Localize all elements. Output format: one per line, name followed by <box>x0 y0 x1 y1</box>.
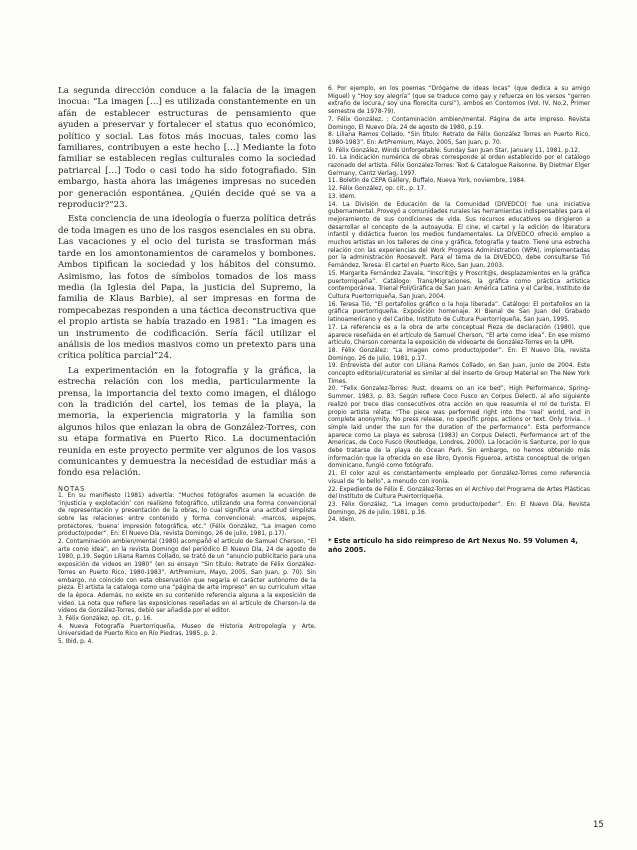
note-item: 23. Félix González, “La imagen como producto/poder”. En: El Nuevo Día, Revista Domingo, 26 de julio, 1981, p.16. <box>328 501 590 516</box>
note-item: 13. Idem. <box>328 193 356 200</box>
note-item: 7. Félix González, : Contaminación ambien/mental. Página de arte impreso. Revista Domingo, El Nuevo Día, 24 de agosto de 1980, p.19. <box>328 116 590 131</box>
note-item: 1. En su manifiesto (1981) advertía: “Muchos fotógrafos asumen la ecuación de ‘injusticia y explotación’ con realismo fotográfico, utilizando una forma convencional de representación y presentación de la obras, lo cual significa una actitud simplista sobre las relaciones entre contenido y forma convencional: -marcos, espejos, protectores, ‘buena’ impresión fotográfica, etc.” (Félix González, “La imagen como producto/poder”. En: El Nuevo Día, revista Domingo, 26 de julio, 1981, p.17). <box>58 492 316 538</box>
note-item: 19. Entrevista del autor con Liliana Ramos Collado, en San Juan, junio de 2004. Este concepto editorial/curatorial es similar al del inserto de Group Material en The New York Times. <box>328 363 590 385</box>
page-number: 15 <box>593 820 604 830</box>
note-item: 11. Boletín de CEPA Gallery, Buffalo, Nueva York, noviembre, 1984. <box>328 178 526 185</box>
note-item: 22. Expediente de Félix E. González-Torres en el Archivo del Programa de Artes Plásticas del Instituto de Cultura Puertorriqueña. <box>328 486 590 501</box>
left-column <box>58 86 316 647</box>
note-item: 20. “Felix Gonzalez-Torres: Rust, dreams on an ice bed”, High Performance, Spring-Summer, 1983, p. 83. Según refiere Coco Fusco en Corpus Delecti, al año siguiente realizó por trece días consecutivos otra acción en que reasumía el rol de turista. El propio artista relata: “The piece was performed right into the ‘real’ world, and in complete anonymity. No press release, no specific props, actions or text. Only trivia… I simple laid under the sun for the duration of the performance”. Esta performance aparece como La playa es sabrosa (1983) en Corpus Delecti, Performance art of the Americas, de Coco Fusco (Routledge, Londres, 2000). La locación is Santurce, por lo que debe tratarse de la playa de Ocean Park. Sin embargo, no hemos obtenido más información que la ofrecida en ese libro, Dyonis Figueroa, artista conceptual de origen dominicano, fungió como fotógrafo. <box>328 386 590 470</box>
note-item: 4. Nueva Fotografía Puertorriqueña, Museo de Historia Antropología y Arte, Universidad de Puerto Rico en Río Piedras, 1985, p. 2. <box>58 623 316 638</box>
note-item: 21. El color azul es constantemente empleado por González-Torres como referencia visual de “lo bello”, a menudo con ironía. <box>328 471 590 485</box>
note-item: 9. Félix González, Winds Unforgetable. Sunday San Juan Star, January 11, 1981, p.12. <box>328 147 580 154</box>
article-paragraph: La experimentación en la fotografía y la gráfica, la estrecha relación con los media, particularmente la prensa, la importancia del texto como imagen, el diálogo con la tradición del cartel, los temas de la playa, la memoria, la experiencia migratoria y la familia son algunos hilos que enlazan la obra de González-Torres, con su etapa formativa en Puerto Rico. La documentación reunida en este proyecto permite ver algunos de los vasos comunicantes y demuestra la necesidad de estudiar más a fondo esa relación. <box>58 365 316 479</box>
notes-list-left <box>58 493 316 647</box>
notes-list-right <box>328 86 590 525</box>
article-body <box>58 86 316 480</box>
note-item: 6. Por ejemplo, en los poemas “Drógame de ideas locas” (que dedica a su amigo Miguel) y “Hoy soy alegría” (que se traduce como gay y refuerza en los versos “gerren extraño de locura,/ soy una florecita cursi”), ambos en Contornos (Vol. IV, No.2, Primer semestre de 1978-79). <box>328 86 590 116</box>
note-item: 8. Liliana Ramos Collado, “Sin título: Retrato de Félix González Torres en Puerto Rico, 1980-1983”. En: ArtPremium, Mayo, 2005, San Juan, p. 70. <box>328 132 590 146</box>
note-item: 14. La División de Educación de la Comunidad (DIVEDCO) fue una iniciativa gubernamental. Proveyó a comunidades rurales las herramientas indispensables para el mejoramiento de sus condiciones de vida. Sus recursos educativos se dirigieron a desarrollar el concepto de la autoayuda. El cine, el cartel y la edición de literatura infantil y didáctica fueron los medios fundamentales. La DIVEDCO ofreció empleo a muchos artistas en los talleres de cine y gráfica, fotografía y teatro. Tiene una estrecha relación con las experiencias del Work Progress Administration (WPA), implementadas por la administración Roosevelt. Para el tema de la DIVEDCO, debe consultarse Tió Fernández, Teresa: El cartel en Puerto Rico, San Juan, 2003. <box>328 201 590 270</box>
reprint-note: * Este artículo ha sido reimpreso de Art Nexus No. 59 Volumen 4, año 2005. <box>328 537 579 555</box>
article-paragraph: La segunda dirección conduce a la falacia de la imagen inocua: “La imagen […] es utilizada constantemente en un afán de establecer estructuras de pensamiento que ayuden a preservar y fortalecer el status quo económico, político y social. Las fotos más inocuas, tales como las familiares, contribuyen a este hecho […] Mediante la foto familiar se establecen reglas culturales como la sociedad patriarcal […] Todo o casi todo ha sido fotografiado. Sin embargo, hasta ahora las imágenes impresas no suceden por generación espontánea. ¿Quién decide qué se va a reproducir?”23. <box>58 86 316 211</box>
note-item: 2. Contaminación ambien/mental (1980) acompañó el artículo de Samuel Cherson, “El arte como idea”, en la revista Domingo del periódico El Nuevo Día, 24 de agosto de 1980, p.19. Según Liliana Ramos Collado, se trató de un “anuncio publicitario para una exposición de videos en 1980” (en su ensayo “Sin título: Retrato de Félix González-Torres en Puerto Rico, 1980-1983”. ArtPremium, Mayo, 2005, San Juan, p. 70). Sin embargo, no coincido con esta observación que negaría el carácter autónomo de la pieza. El artista la cataloga como una “página de arte impreso” en su currículum vitae de la época. Además, no existe en su contenido referencia alguna a la exposición de video. La nota que refiere las exposiciones reseñadas en el artículo de Cherson–la de videos de González-Torres, debió ser añadida por el editor. <box>58 539 316 615</box>
article-paragraph: Esta conciencia de una ideología o fuerza política detrás de toda imagen es uno de los rasgos esenciales en su obra. Las vacaciones y el ocio del turista se trasforman más tarde en los amontonamientos de caramelos y bombones. Ambos tipifican la sociedad y los hábitos del consumo. Asimismo, las fotos de símbolos tomados de los mass media (la Iglesia del Papa, la justicia del Supremo, la familia de Klaus Barbie), al ser impresas en forma de rompecabezas responden a una táctica deconstructiva que el propio artista se había trazado en 1981: “La imagen es un instrumento de codificación. Sería fácil utilizar el análisis de los medios masivos como un pretexto para una crítica política parcial”24. <box>58 214 316 362</box>
note-item: 10. La indicación numérica de obras corresponde al orden establecido por el catálogo razonado del artista. Félix Gonzalez-Torres: Text & Catalogue Raisonne. By Dietmar Elger Germany, Cantz Verlag, 1997. <box>328 155 590 177</box>
note-item: 16. Teresa Tió, “El portafolios gráfico o la hoja liberada”. Catálogo: El portafolios en la gráfica puertorriqueña. Exposición homenaje. XI Bienal de San Juan del Grabado latinoamericano y del Caribe, Instituto de Cultura Puertorriqueña, San Juan, 1995. <box>328 301 590 324</box>
notes-heading: NOTAS <box>58 484 86 493</box>
note-item: 17. La referencia es a la obra de arte conceptual Pieza de declaración (1980), que aparece reseñada en el artículo de Samuel Cherson, “El arte como idea”. En ese mismo artículo, Cherson comenta la exposición de videoarte de González-Torres en la UPR. <box>328 324 590 347</box>
note-item: 18. Félix González: “La imagen como producto/poder”. En: El Nuevo Día, revista Domingo, 26 de julio, 1981, p.17. <box>328 347 590 362</box>
note-item: 12. Félix González, op. cit., p. 17. <box>328 186 427 193</box>
right-column <box>328 86 590 555</box>
note-item: 24. Idem. <box>328 517 356 524</box>
note-item: 15. Margarita Fernández Zavala, “Inscrit@s y Proscrit@s, desplazamientos en la gráfica puertorriqueña”. Catálogo: Trans/Migraciones, la gráfica como práctica artística contemporánea. Trienal Poli/Gráfica de San Juan: América Latina y el Caribe, Instituto de Cultura Puertorriqueña, San Juan, 2004. <box>328 270 590 300</box>
note-item: 3. Félix González, op. cit., p. 16. <box>58 616 153 623</box>
note-item: 5. Ibid, p. 4. <box>58 639 94 646</box>
